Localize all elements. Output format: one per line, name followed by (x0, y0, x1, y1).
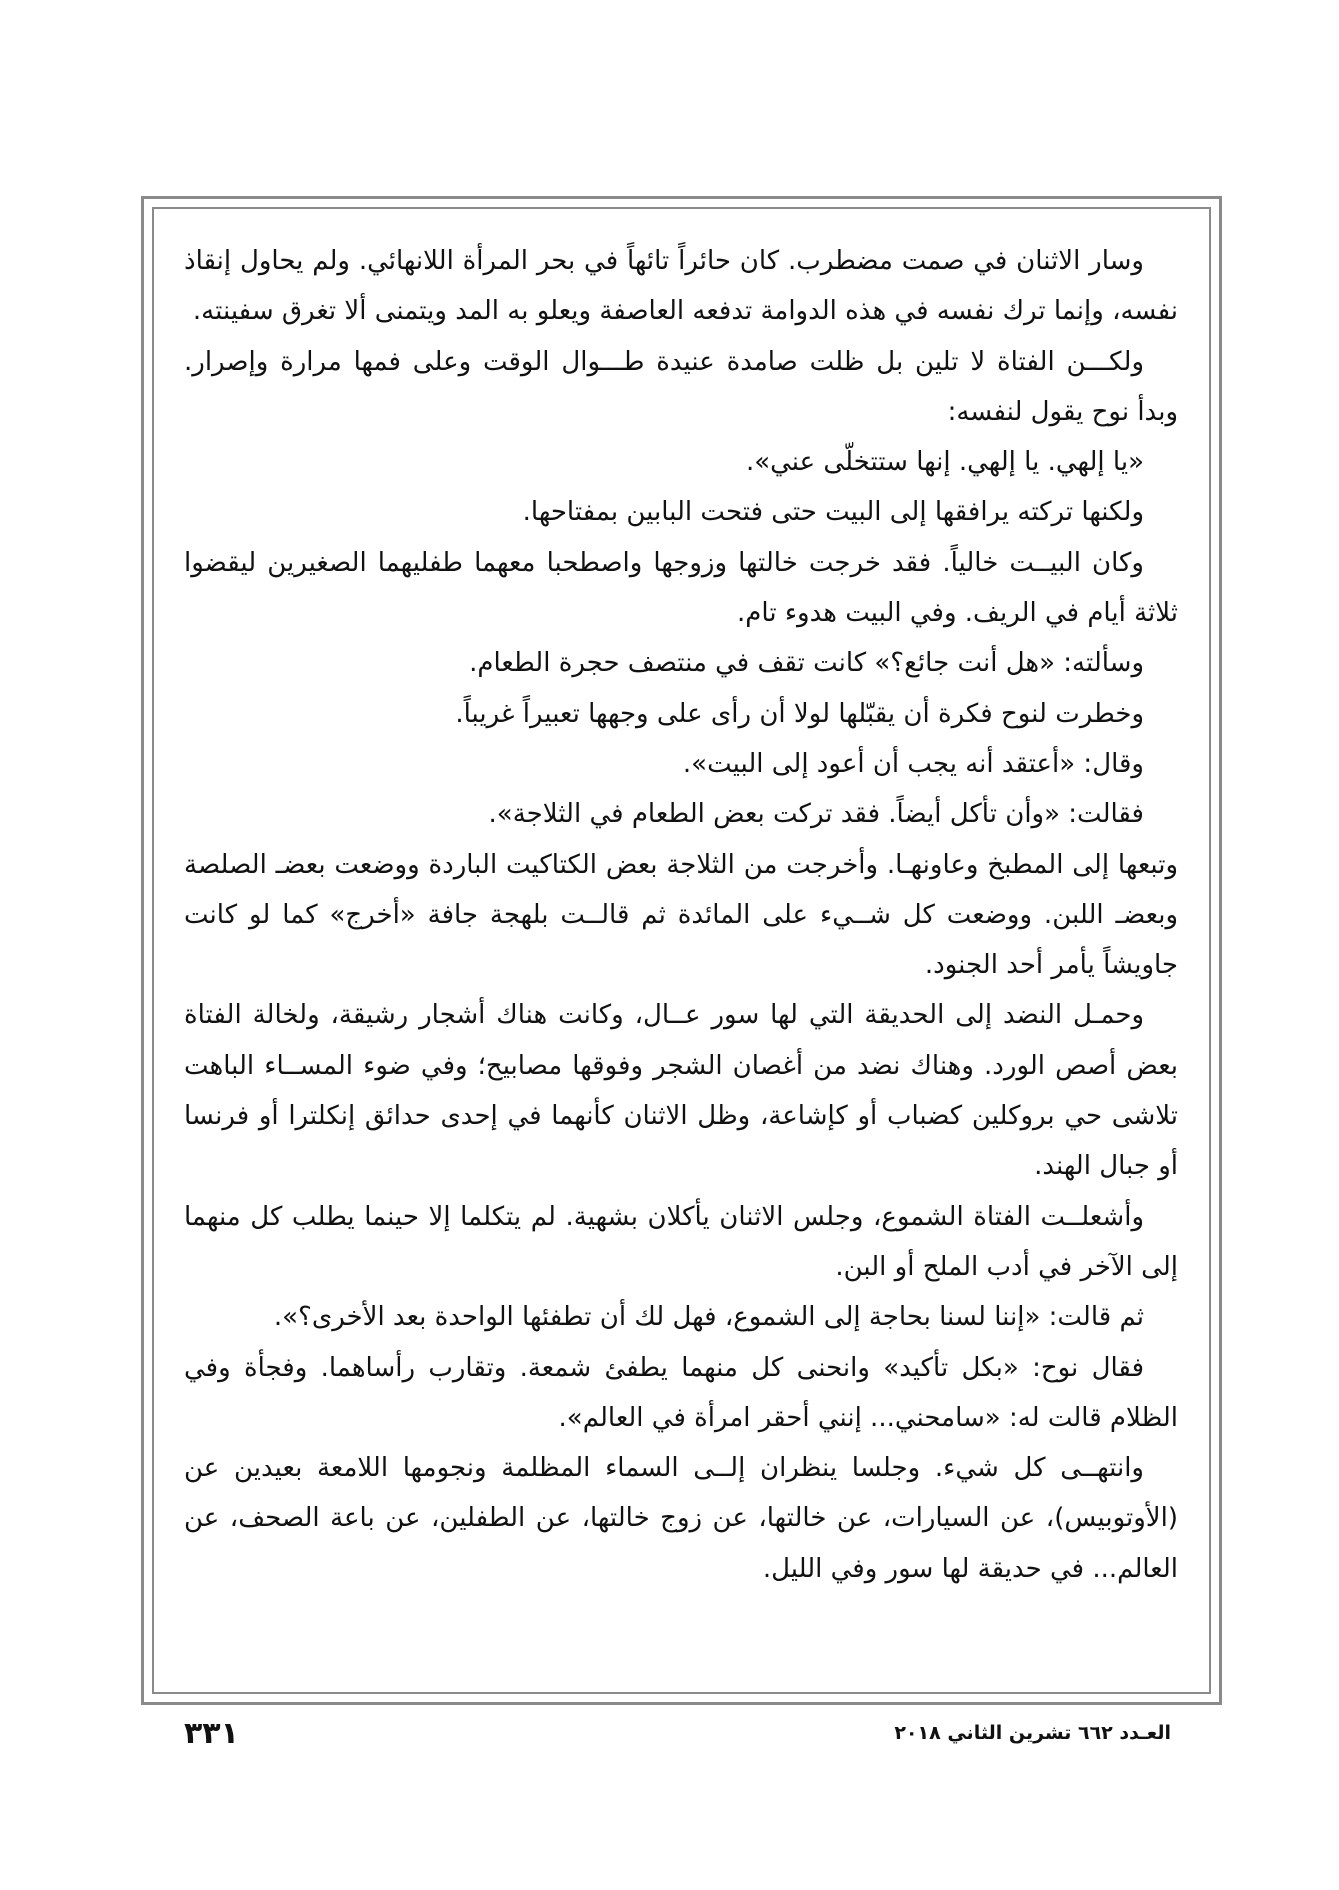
paragraph: ثم قالت: «إننا لسنا بحاجة إلى الشموع، فهل لك أن تطفئها الواحدة بعد الأخرى؟». (273, 1302, 1144, 1333)
paragraph: وقال: «أعتقد أنه يجب أن أعود إلى البيت». (682, 748, 1144, 779)
article-body (184, 236, 1178, 1594)
issue-label: العـدد ٦٦٢ تشرين الثاني ٢٠١٨ (894, 1722, 1171, 1744)
paragraph: ولكـــن الفتاة لا تلين بل ظلت صامدة عنيدة طـــوال الوقت وعلى فمها مرارة وإصرار. وبدأ نوح يقول لنفسه: (184, 346, 1178, 427)
paragraph: فقالت: «وأن تأكل أيضاً. فقد تركت بعض الطعام في الثلاجة». (488, 799, 1144, 830)
paragraph: وخطرت لنوح فكرة أن يقبّلها لولا أن رأى على وجهها تعبيراً غريباً. (455, 698, 1144, 729)
paragraph: «يا إلهي. يا إلهي. إنها ستتخلّى عني». (745, 447, 1144, 478)
paragraph: وسار الاثنان في صمت مضطرب. كان حائراً تائهاً في بحر المرأة اللانهائي. ولم يحاول إنقاذ نفسه، وإنما ترك نفسه في هذه الدوامة تدفعه العاصفة ويعلو به المد ويتمنى ألا تغرق سفينته. (184, 246, 1178, 327)
paragraph: وتبعها إلى المطبخ وعاونهـا. وأخرجت من الثلاجة بعض الكتاكيت الباردة ووضعت بعضـ الصلصة وبعضـ اللبن. ووضعت كل شــيء على المائدة ثم قالــت بلهجة جافة «أخرج» كما لو كانت جاويشاً يأمر أحد الجنود. (184, 849, 1178, 981)
paragraph: وانتهــى كل شيء. وجلسا ينظران إلــى السماء المظلمة ونجومها اللامعة بعيدين عن (الأوتوبيس)، عن السيارات، عن خالتها، عن زوج خالتها، عن الطفلين، عن باعة الصحف، عن العالم... في حديقة لها سور وفي الليل. (184, 1453, 1178, 1584)
paragraph: وحمـل النضد إلى الحديقة التي لها سور عــال، وكانت هناك أشجار رشيقة، ولخالة الفتاة بعض أصص الورد. وهناك نضد من أغصان الشجر وفوقها مصابيح؛ وفي ضوء المســاء الباهت تلاشى حي بروكلين كضباب أو كإشاعة، وظل الاثنان كأنهما في إحدى حدائق إنكلترا أو فرنسا أو جبال الهند. (184, 1000, 1178, 1182)
paragraph: وسألته: «هل أنت جائع؟» كانت تقف في منتصف حجرة الطعام. (469, 648, 1144, 679)
paragraph: وأشعلــت الفتاة الشموع، وجلس الاثنان يأكلان بشهية. لم يتكلما إلا حينما يطلب كل منهما إلى الآخر في أدب الملح أو البن. (184, 1201, 1178, 1282)
paragraph: فقال نوح: «بكل تأكيد» وانحنى كل منهما يطفئ شمعة. وتقارب رأساهما. وفجأة وفي الظلام قالت له: «سامحني... إنني أحقر امرأة في العالم». (184, 1352, 1178, 1433)
page-number: ٣٣١ (184, 1716, 239, 1751)
paragraph: ولكنها تركته يرافقها إلى البيت حتى فتحت البابين بمفتاحها. (522, 497, 1144, 528)
paragraph: وكان البيــت خالياً. فقد خرجت خالتها وزوجها واصطحبا معهما طفليهما الصغيرين ليقضوا ثلاثة أيام في الريف. وفي البيت هدوء تام. (184, 547, 1178, 629)
